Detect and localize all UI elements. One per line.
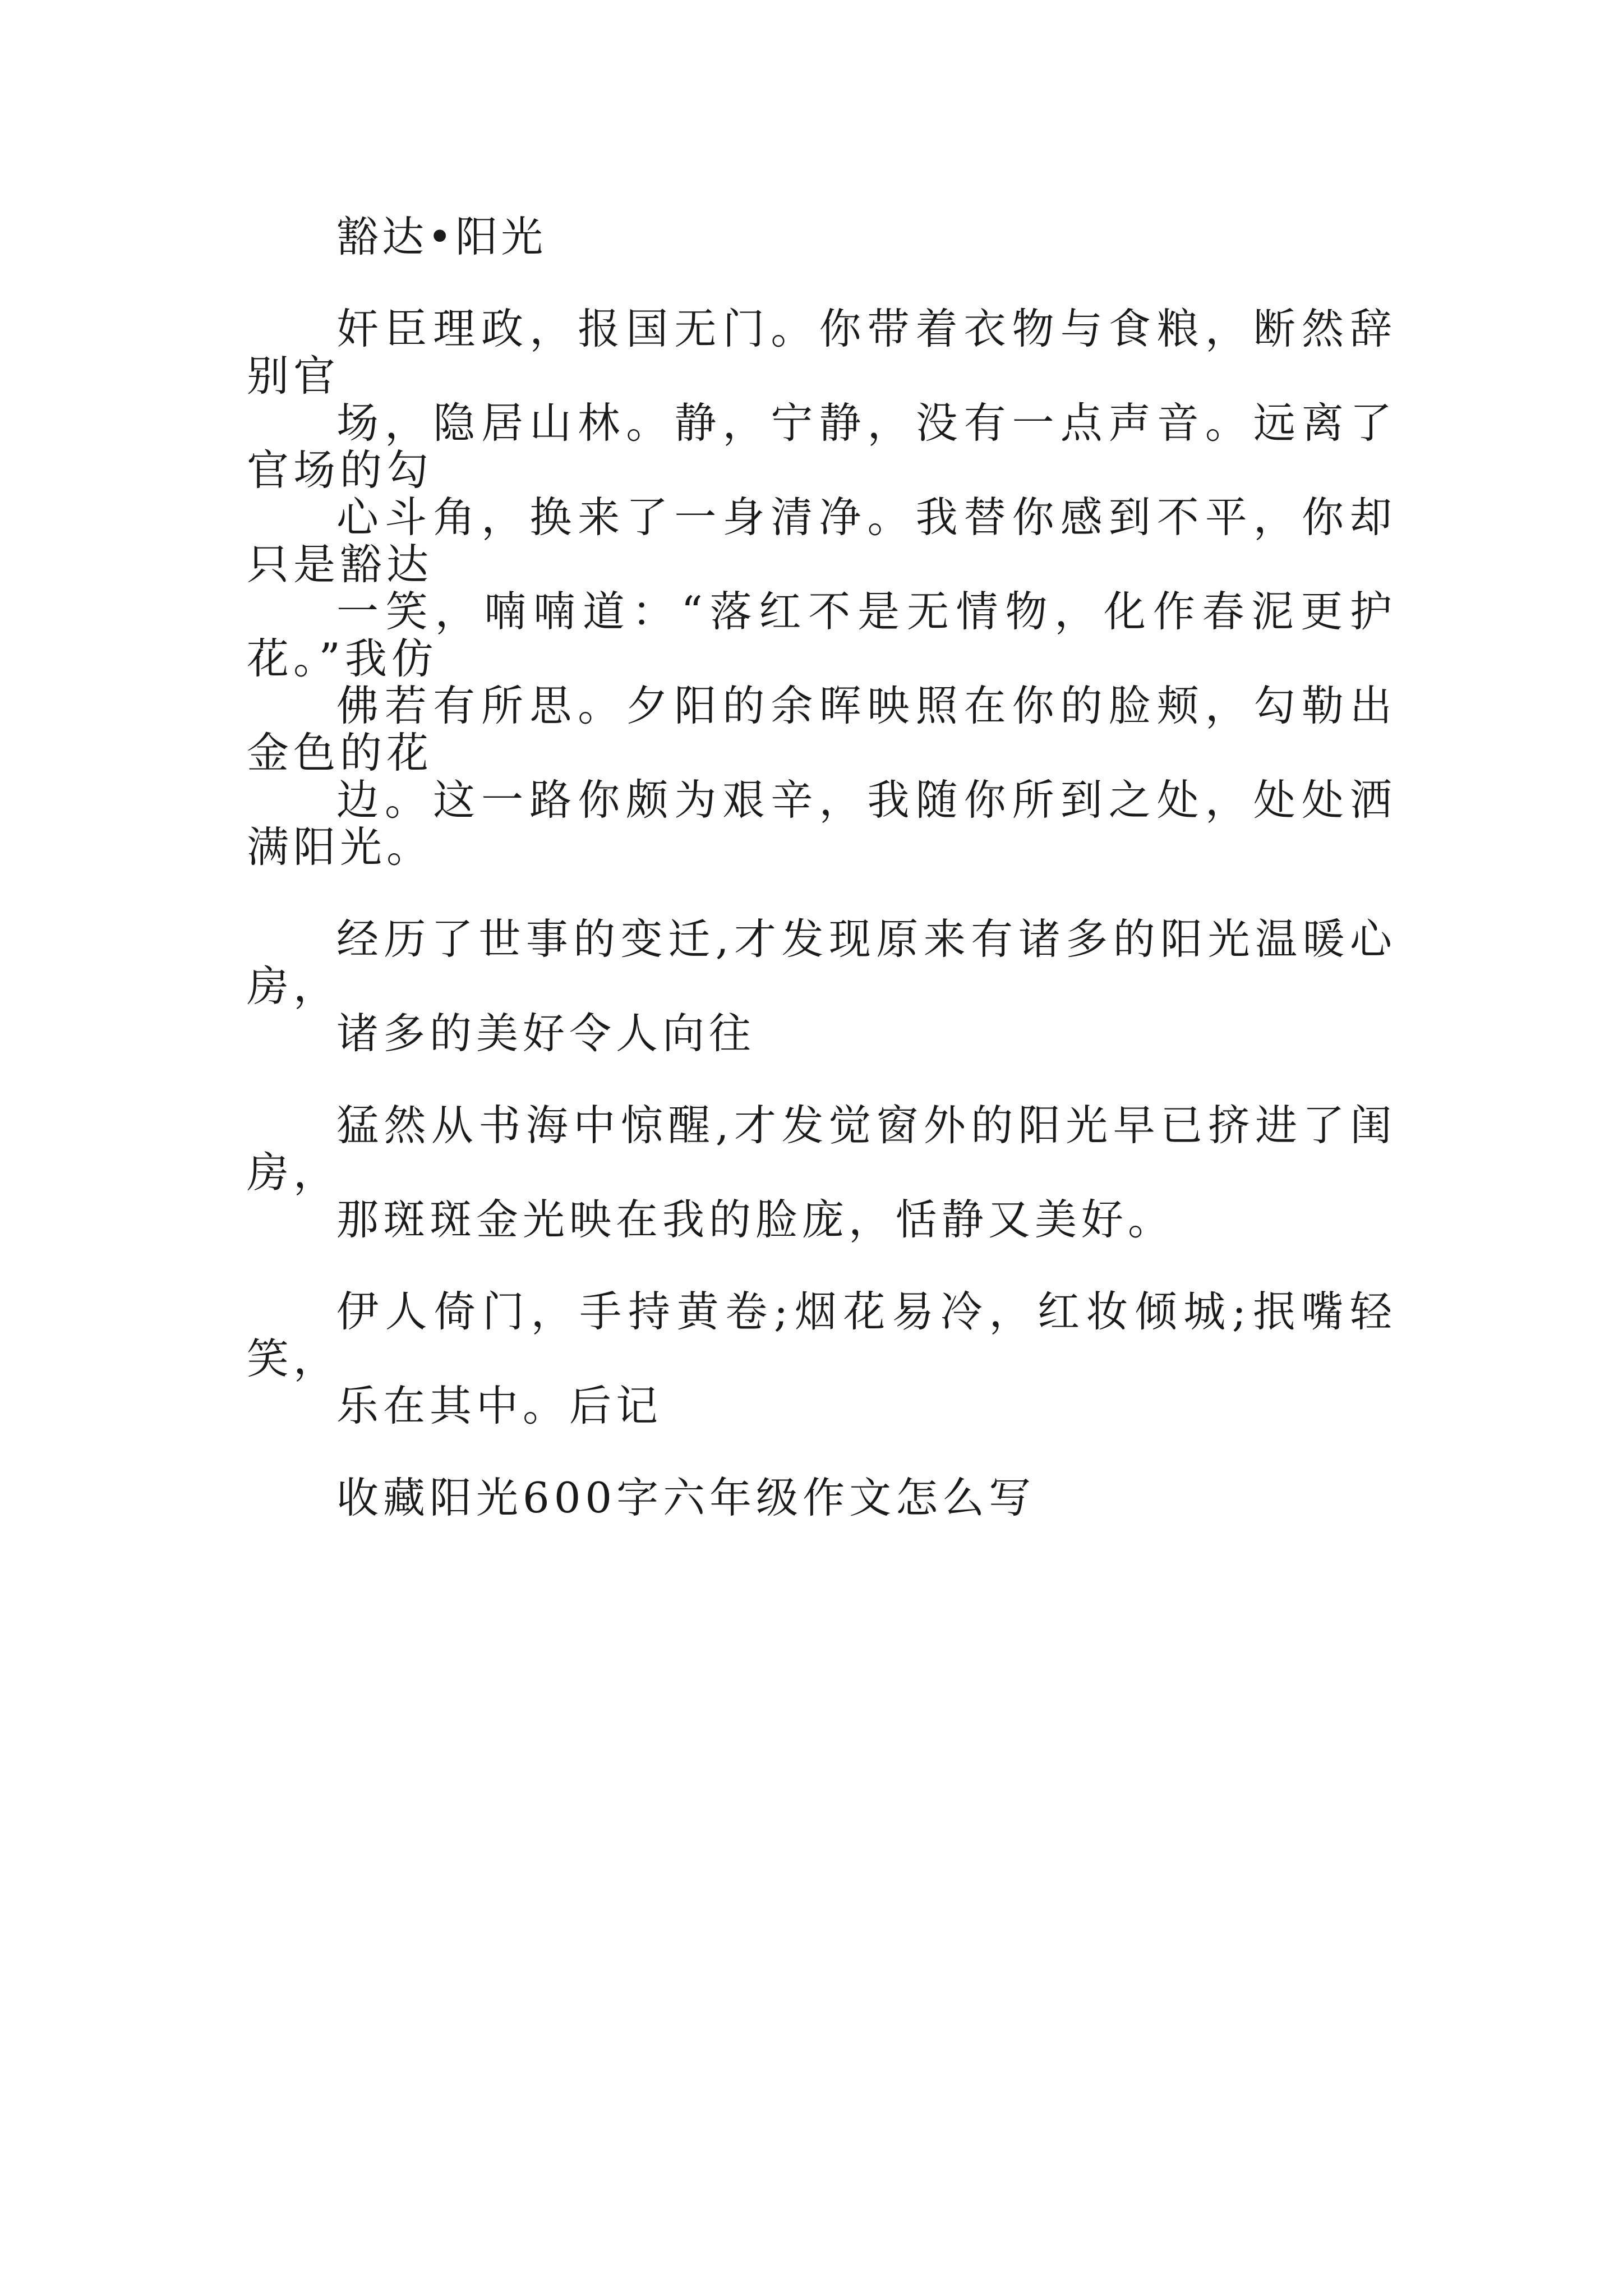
paragraph-line: 那斑斑金光映在我的脸庞，恬静又美好。 xyxy=(336,1195,1175,1244)
document-title: 豁达•阳光 xyxy=(336,212,547,261)
paragraph-line: 诸多的美好令人向往 xyxy=(336,1009,756,1058)
paragraph-line: 奸臣理政，报国无门。你带着衣物与食粮，断然辞别官 xyxy=(247,304,1396,401)
paragraph-1 xyxy=(247,305,1396,871)
paragraph-line: 收藏阳光600字六年级作文怎么写 xyxy=(336,1473,1036,1522)
paragraph-line: 伊人倚门，手持黄卷;烟花易冷，红妆倾城;抿嘴轻笑， xyxy=(247,1287,1396,1383)
paragraph-line: 边。这一路你颇为艰辛，我随你所到之处，处处洒满阳光。 xyxy=(247,775,1396,872)
paragraph-line: 一笑，喃喃道：“落红不是无情物，化作春泥更护花。”我仿 xyxy=(247,587,1396,683)
paragraph-line: 心斗角，换来了一身清净。我替你感到不平，你却只是豁达 xyxy=(247,493,1396,589)
paragraph-line: 猛然从书海中惊醒,才发觉窗外的阳光早已挤进了闺房， xyxy=(247,1101,1396,1197)
paragraph-line: 经历了世事的变迁,才发现原来有诸多的阳光温暖心房， xyxy=(247,914,1396,1011)
paragraph-line: 乐在其中。后记 xyxy=(336,1381,663,1430)
paragraph-line: 场，隐居山林。静，宁静，没有一点声音。远离了官场的勾 xyxy=(247,398,1396,495)
document-body xyxy=(247,213,1396,1521)
paragraph-4 xyxy=(247,1288,1396,1429)
paragraph-5 xyxy=(247,1474,1396,1521)
paragraph-3 xyxy=(247,1102,1396,1243)
paragraph-2 xyxy=(247,915,1396,1057)
paragraph-line: 佛若有所思。夕阳的余晖映照在你的脸颊，勾勒出金色的花 xyxy=(247,681,1396,777)
